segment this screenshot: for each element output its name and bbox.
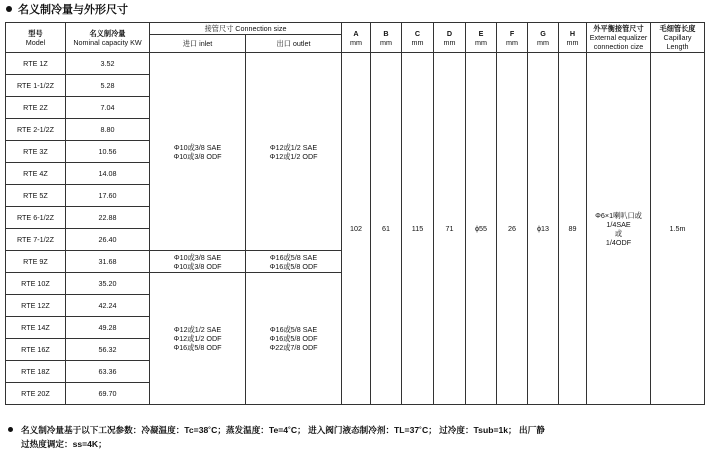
header-inlet: 进口 inlet [150, 35, 246, 53]
cell-model: RTE 20Z [6, 383, 66, 405]
header-dim-a: A mm [342, 23, 371, 53]
header-capacity: 名义制冷量 Nominal capacity KW [66, 23, 150, 53]
header-dim-c: C mm [402, 23, 434, 53]
header-outlet: 出口 outlet [246, 35, 342, 53]
header-dim-d: D mm [434, 23, 466, 53]
cell-dim-a: 102 [342, 53, 371, 405]
cell-model: RTE 7-1/2Z [6, 229, 66, 251]
cell-dim-d: 71 [434, 53, 466, 405]
cell-capacity: 14.08 [66, 163, 150, 185]
cell-outlet-group-2: Φ16或5/8 SAE Φ16或5/8 ODF [246, 251, 342, 273]
header-dim-e: E mm [466, 23, 497, 53]
cell-model: RTE 1Z [6, 53, 66, 75]
cell-capacity: 7.04 [66, 97, 150, 119]
cell-capacity: 8.80 [66, 119, 150, 141]
cell-capacity: 35.20 [66, 273, 150, 295]
cell-model: RTE 5Z [6, 185, 66, 207]
cell-capacity: 69.70 [66, 383, 150, 405]
cell-capacity: 5.28 [66, 75, 150, 97]
footnote [8, 423, 698, 451]
cell-dim-f: 26 [497, 53, 528, 405]
cell-capacity: 26.40 [66, 229, 150, 251]
cell-dim-b: 61 [371, 53, 402, 405]
cell-model: RTE 10Z [6, 273, 66, 295]
cell-inlet-group-2: Φ10或3/8 SAE Φ10或3/8 ODF [150, 251, 246, 273]
cell-capacity: 49.28 [66, 317, 150, 339]
header-equalizer: 外平衡接管尺寸 External equalizer connection cize [587, 23, 651, 53]
cell-capacity: 22.88 [66, 207, 150, 229]
cell-capacity: 3.52 [66, 53, 150, 75]
cell-model: RTE 3Z [6, 141, 66, 163]
cell-capacity: 17.60 [66, 185, 150, 207]
cell-model: RTE 14Z [6, 317, 66, 339]
cell-model: RTE 1-1/2Z [6, 75, 66, 97]
header-model: 型号 Model [6, 23, 66, 53]
footnote-line-1: 名义制冷量基于以下工况参数：冷凝温度：Tc=38˚C；蒸发温度：Te=4˚C； 进入阀门液态制冷剂：TL=37˚C； 过冷度：Tsub=1k； 出厂静 [21, 425, 545, 435]
header-dim-b: B mm [371, 23, 402, 53]
cell-model: RTE 18Z [6, 361, 66, 383]
cell-capillary: 1.5m [651, 53, 705, 405]
header-dim-h: H mm [559, 23, 587, 53]
cell-model: RTE 2-1/2Z [6, 119, 66, 141]
bullet-icon [8, 427, 13, 432]
cell-dim-c: 115 [402, 53, 434, 405]
footnote-line-2: 过热度调定：ss=4K； [21, 439, 107, 449]
cell-outlet-group-1: Φ12或1/2 SAE Φ12或1/2 ODF [246, 53, 342, 251]
cell-capacity: 31.68 [66, 251, 150, 273]
cell-capacity: 10.56 [66, 141, 150, 163]
header-dim-f: F mm [497, 23, 528, 53]
cell-model: RTE 4Z [6, 163, 66, 185]
cell-model: RTE 16Z [6, 339, 66, 361]
cell-dim-g: ϕ13 [528, 53, 559, 405]
bullet-icon [6, 6, 12, 12]
cell-capacity: 56.32 [66, 339, 150, 361]
cell-model: RTE 12Z [6, 295, 66, 317]
cell-model: RTE 2Z [6, 97, 66, 119]
spec-table [5, 22, 705, 405]
cell-inlet-group-1: Φ10或3/8 SAE Φ10或3/8 ODF [150, 53, 246, 251]
cell-model: RTE 6-1/2Z [6, 207, 66, 229]
cell-capacity: 63.36 [66, 361, 150, 383]
header-connection: 接管尺寸 Connection size [150, 23, 342, 35]
cell-dim-e: ϕ55 [466, 53, 497, 405]
cell-outlet-group-3: Φ16或5/8 SAE Φ16或5/8 ODF Φ22或7/8 ODF [246, 273, 342, 405]
cell-capacity: 42.24 [66, 295, 150, 317]
cell-equalizer: Φ6×1喇叭口或 1/4SAE 或 1/4ODF [587, 53, 651, 405]
cell-dim-h: 89 [559, 53, 587, 405]
cell-inlet-group-3: Φ12或1/2 SAE Φ12或1/2 ODF Φ16或5/8 ODF [150, 273, 246, 405]
section-heading [6, 2, 128, 18]
header-dim-g: G mm [528, 23, 559, 53]
cell-model: RTE 9Z [6, 251, 66, 273]
section-title: 名义制冷量与外形尺寸 [18, 4, 128, 16]
header-capillary: 毛细管长度 Capillary Length [651, 23, 705, 53]
